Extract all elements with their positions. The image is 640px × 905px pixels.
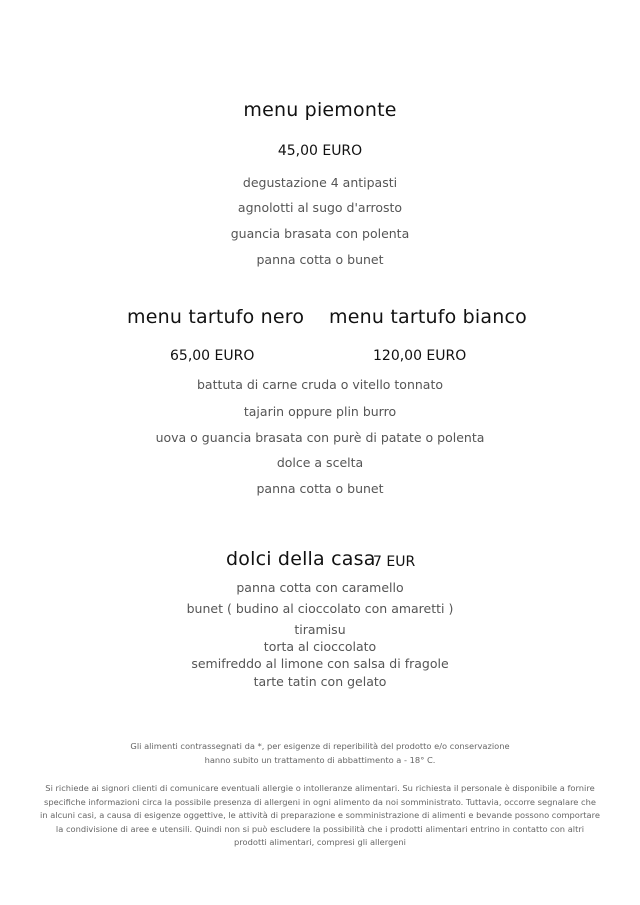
dolci-item: semifreddo al limone con salsa di fragole: [191, 656, 449, 671]
frozen-note-line2: hanno subito un trattamento di abbattimento a - 18° C.: [204, 755, 436, 765]
dolci-item: bunet ( budino al cioccolato con amaretti ): [186, 601, 454, 616]
menu-piemonte-item: guancia brasata con polenta: [230, 226, 410, 241]
dolci-item: tiramisu: [294, 622, 346, 637]
frozen-note-line1: Gli alimenti contrassegnati da *, per esigenze di reperibilità del prodotto e/o conservazione: [130, 741, 510, 751]
menu-tartufo-nero-title: menu tartufo nero: [127, 306, 305, 328]
menu-tartufo-nero-price: 65,00 EURO: [170, 348, 255, 364]
menu-tartufo-item: dolce a scelta: [276, 455, 364, 470]
menu-tartufo-item: panna cotta o bunet: [256, 481, 384, 496]
menu-tartufo-bianco-title: menu tartufo bianco: [329, 306, 527, 328]
dolci-item: torta al cioccolato: [263, 639, 377, 654]
dolci-item: tarte tatin con gelato: [253, 674, 387, 689]
dolci-item: panna cotta con caramello: [236, 580, 404, 595]
menu-piemonte-price: 45,00 EURO: [277, 143, 363, 159]
menu-tartufo-item: tajarin oppure plin burro: [243, 404, 397, 419]
menu-tartufo-item: battuta di carne cruda o vitello tonnato: [196, 377, 444, 392]
dolci-price: 7 EUR: [373, 554, 416, 570]
menu-piemonte-item: agnolotti al sugo d'arrosto: [237, 200, 403, 215]
menu-tartufo-item: uova o guancia brasata con purè di patate o polenta: [155, 430, 485, 445]
menu-piemonte-item: degustazione 4 antipasti: [242, 175, 398, 190]
dolci-title: dolci della casa: [226, 548, 376, 570]
menu-tartufo-bianco-price: 120,00 EURO: [373, 348, 467, 364]
menu-piemonte-item: panna cotta o bunet: [256, 252, 384, 267]
allergen-notice: Si richiede ai signori clienti di comunicare eventuali allergie o intolleranze alimentari. Su richiesta il personale è disponibile a fornire specifiche informazioni circa la possibile presenza di allergeni in ogni alimento da noi somministrato. Tuttavia, occorre segnalare che in alcuni casi, a causa di esigenze oggettive, le attività di preparazione e somministrazione di alimenti e bevande possono comportare la condivisione di aree e utensili. Quindi non si può escludere la possibilità che i prodotti alimentari entrino in contatto con altri prodotti alimentari, compresi gli allergeni: [40, 783, 600, 847]
menu-piemonte-title: menu piemonte: [243, 99, 397, 121]
